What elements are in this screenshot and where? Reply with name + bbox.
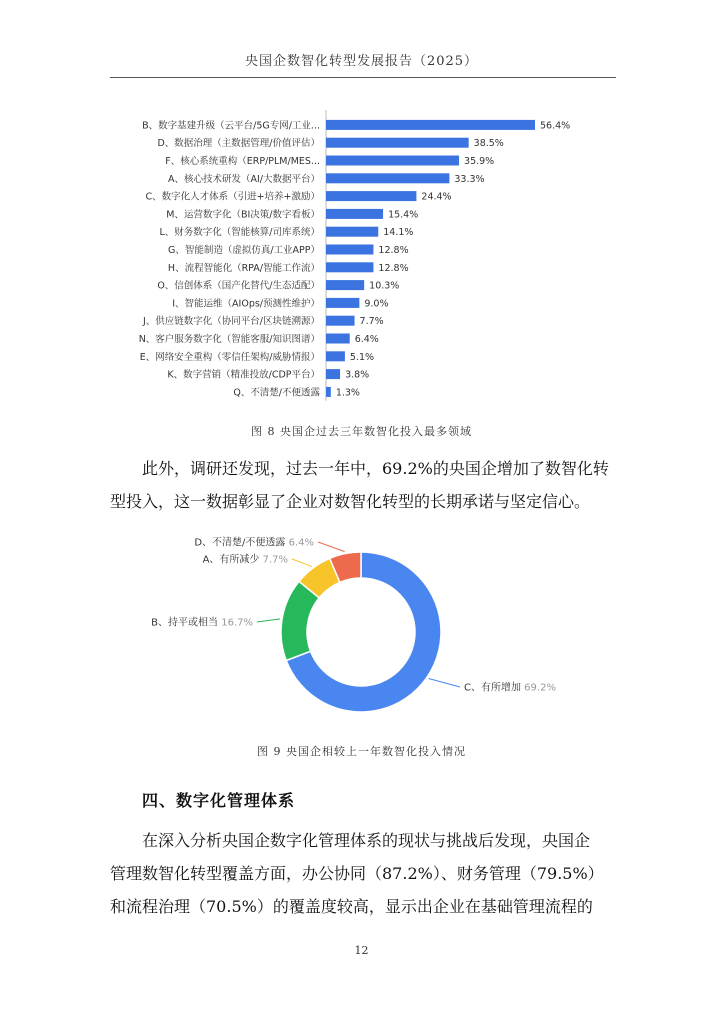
donut-leader-line (429, 679, 460, 687)
bar-category-label: J、供应链数字化（协同平台/区块链溯源） (142, 316, 320, 328)
bar-category-label: L、财务数字化（智能核算/司库系统） (159, 227, 320, 239)
bar-value-label: 12.8% (378, 245, 409, 256)
bar-value-label: 38.5% (473, 138, 504, 150)
donut-chart-investment-change (0, 525, 723, 740)
donut-leader-line (292, 559, 312, 566)
bar-category-label: B、数字基建升级（云平台/5G专网/工业... (142, 120, 320, 132)
bar-category-label: Q、不清楚/不便透露 (233, 387, 320, 399)
bar-value-label: 10.3% (369, 280, 400, 292)
bar-value-label: 5.1% (349, 351, 375, 363)
header-rule (110, 77, 616, 78)
figure-8-caption: 图 8 央国企过去三年数智化投入最多领域 (251, 425, 472, 438)
bar-value-label: 7.7% (359, 316, 384, 328)
paragraph-line: 和流程治理（70.5%）的覆盖度较高，显示出企业在基础管理流程的 (110, 897, 593, 916)
bar-category-label: G、智能制造（虚拟仿真/工业APP） (167, 245, 320, 256)
bar (326, 316, 355, 326)
bar-value-label: 1.3% (335, 387, 360, 399)
paragraph-line: 此外，调研还发现，过去一年中，69.2%的央国企增加了数智化转 (142, 459, 609, 478)
bar (326, 298, 359, 308)
donut-leader-line (318, 542, 345, 552)
bar-chart-investment-areas (0, 108, 723, 408)
bar-category-label: M、运营数字化（BI决策/数字看板） (166, 209, 320, 221)
bar-category-label: K、数字营销（精准投放/CDP平台） (167, 369, 320, 381)
bar-category-label: E、网络安全重构（零信任架构/威胁情报） (139, 351, 320, 363)
bar-category-label: H、流程智能化（RPA/智能工作流） (167, 262, 320, 274)
donut-slice-label: D、不清楚/不便透露 6.4% (194, 537, 314, 549)
paragraph-investment-increase (110, 452, 616, 518)
bar (326, 387, 331, 397)
bar (326, 262, 373, 272)
bar-value-label: 56.4% (540, 120, 571, 132)
donut-leader-line (257, 619, 280, 622)
page-number: 12 (354, 944, 369, 957)
bar-value-label: 9.0% (364, 298, 389, 310)
donut-slice-label: B、持平或相当 16.7% (151, 617, 253, 629)
paragraph-management-system (110, 824, 616, 923)
running-header: 央国企数智化转型发展报告（2025） (244, 54, 479, 69)
bar (326, 191, 416, 201)
bar-category-label: C、数字化人才体系（引进+培养+激励） (145, 191, 320, 203)
donut-slice-label: C、有所增加 69.2% (464, 682, 556, 694)
bar (326, 138, 469, 148)
bar-value-label: 15.4% (388, 209, 419, 221)
paragraph-line: 管理数智化转型覆盖方面，办公协同（87.2%）、财务管理（79.5%） (110, 864, 604, 883)
bar-category-label: I、智能运维（AIOps/预测性维护） (172, 298, 320, 310)
bar (326, 156, 459, 166)
bar (326, 209, 383, 219)
bar-category-label: D、数据治理（主数据管理/价值评估） (157, 138, 320, 150)
bar-value-label: 12.8% (378, 262, 409, 274)
bar (326, 334, 350, 344)
paragraph-line: 在深入分析央国企数字化管理体系的现状与挑战后发现，央国企 (142, 831, 591, 850)
bar (326, 227, 378, 237)
bar-value-label: 14.1% (383, 227, 414, 239)
bar (326, 369, 340, 379)
paragraph-line: 型投入，这一数据彰显了企业对数智化转型的长期承诺与坚定信心。 (110, 492, 591, 511)
bar-value-label: 35.9% (464, 156, 495, 167)
bar (326, 120, 535, 130)
bar (326, 280, 364, 290)
bar-category-label: O、信创体系（国产化替代/生态适配） (157, 280, 320, 292)
bar-value-label: 3.8% (345, 369, 370, 381)
bar-category-label: A、核心技术研发（AI/大数据平台） (167, 173, 320, 185)
bar-category-label: F、核心系统重构（ERP/PLM/MES... (165, 156, 320, 167)
bar-category-label: N、客户服务数字化（智能客服/知识图谱） (138, 334, 320, 345)
bar-value-label: 24.4% (421, 191, 452, 203)
bar-value-label: 6.4% (354, 334, 379, 345)
donut-slice-label: A、有所减少 7.7% (202, 554, 288, 566)
bar (326, 173, 449, 183)
section-title: 四、数字化管理体系 (142, 791, 296, 810)
bar (326, 245, 373, 255)
bar (326, 351, 345, 361)
bar-value-label: 33.3% (454, 173, 485, 185)
figure-9-caption: 图 9 央国企相较上一年数智化投入情况 (257, 745, 466, 758)
